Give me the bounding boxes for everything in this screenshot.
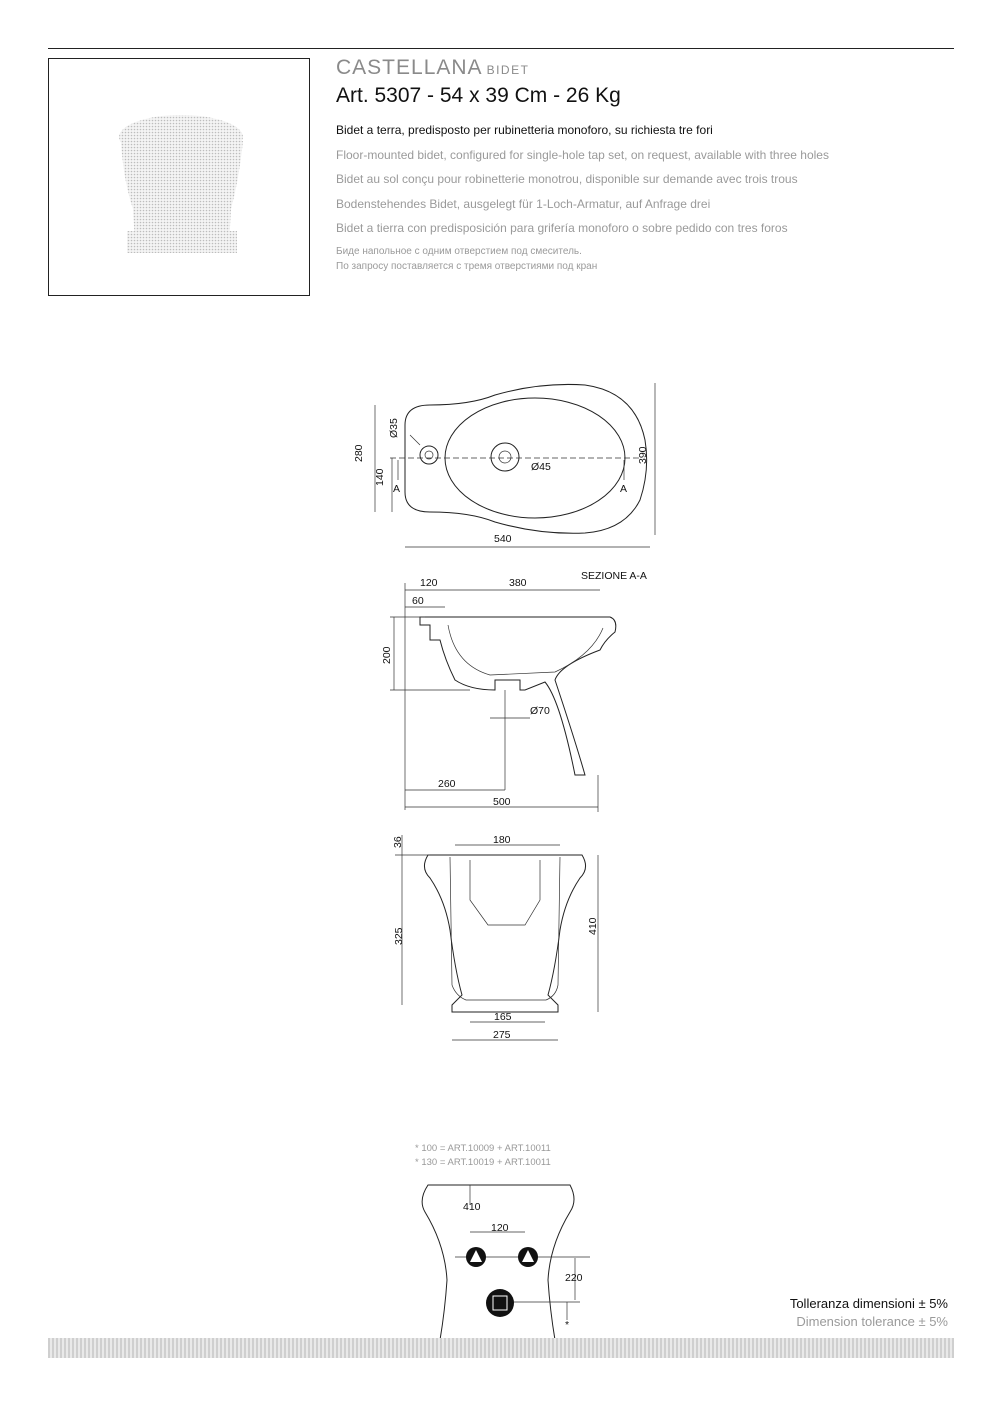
plan-dim-d45: Ø45 <box>531 461 551 473</box>
section-dim-d70: Ø70 <box>530 705 550 717</box>
plan-dim-d35: Ø35 <box>388 418 400 438</box>
section-dim-60: 60 <box>412 595 424 607</box>
description-en: Floor-mounted bidet, configured for single-hole tap set, on request, available with three holes <box>336 148 829 162</box>
section-dim-380: 380 <box>509 577 527 589</box>
section-dim-260: 260 <box>438 778 456 790</box>
install-dim-220: 220 <box>565 1272 583 1284</box>
description-ru-1: Биде напольное с одним отверстием под смеситель. <box>336 246 582 257</box>
front-dim-410: 410 <box>587 917 599 935</box>
plan-dim-540: 540 <box>494 533 512 545</box>
section-mark-left: A <box>393 483 401 495</box>
front-dim-165: 165 <box>494 1011 512 1023</box>
install-dim-120: 120 <box>491 1222 509 1234</box>
description-de: Bodenstehendes Bidet, ausgelegt für 1-Loch-Armatur, auf Anfrage drei <box>336 197 711 211</box>
front-dim-325: 325 <box>393 927 405 945</box>
install-note-1: * 100 = ART.10009 + ART.10011 <box>415 1143 551 1154</box>
install-dim-410: 410 <box>463 1201 481 1213</box>
install-dim-star: * <box>565 1319 570 1331</box>
section-label: SEZIONE A-A <box>581 570 647 582</box>
plan-dim-390: 390 <box>637 446 649 464</box>
description-ru-2: По запросу поставляется с тремя отверстиями под кран <box>336 261 598 272</box>
section-dim-200: 200 <box>381 646 393 664</box>
article-info: Art. 5307 - 54 x 39 Cm - 26 Kg <box>336 84 621 107</box>
front-dim-36: 36 <box>392 836 404 848</box>
front-view <box>395 835 598 1040</box>
plan-dim-140: 140 <box>374 468 386 486</box>
category-name: BIDET <box>486 63 530 77</box>
description-fr: Bidet au sol conçu pour robinetterie monotrou, disponible sur demande avec trois trous <box>336 172 798 186</box>
bottom-band <box>48 1338 954 1358</box>
front-dim-275: 275 <box>493 1029 511 1041</box>
install-view <box>422 1185 590 1340</box>
section-view <box>390 583 616 812</box>
install-note-2: * 130 = ART.10019 + ART.10011 <box>415 1157 551 1168</box>
plan-dim-280: 280 <box>353 444 365 462</box>
front-dim-180: 180 <box>493 834 511 846</box>
plan-view <box>375 383 655 547</box>
description-it: Bidet a terra, predisposto per rubinetteria monoforo, su richiesta tre fori <box>336 123 713 137</box>
tolerance-it: Tolleranza dimensioni ± 5% <box>789 1296 948 1311</box>
description-es: Bidet a tierra con predisposición para grifería monoforo o sobre pedido con tres foros <box>336 221 788 235</box>
section-dim-120: 120 <box>420 577 438 589</box>
section-mark-right: A <box>620 483 628 495</box>
section-dim-500: 500 <box>493 796 511 808</box>
collection-name: CASTELLANA <box>336 56 483 79</box>
tolerance-en: Dimension tolerance ± 5% <box>796 1314 948 1329</box>
